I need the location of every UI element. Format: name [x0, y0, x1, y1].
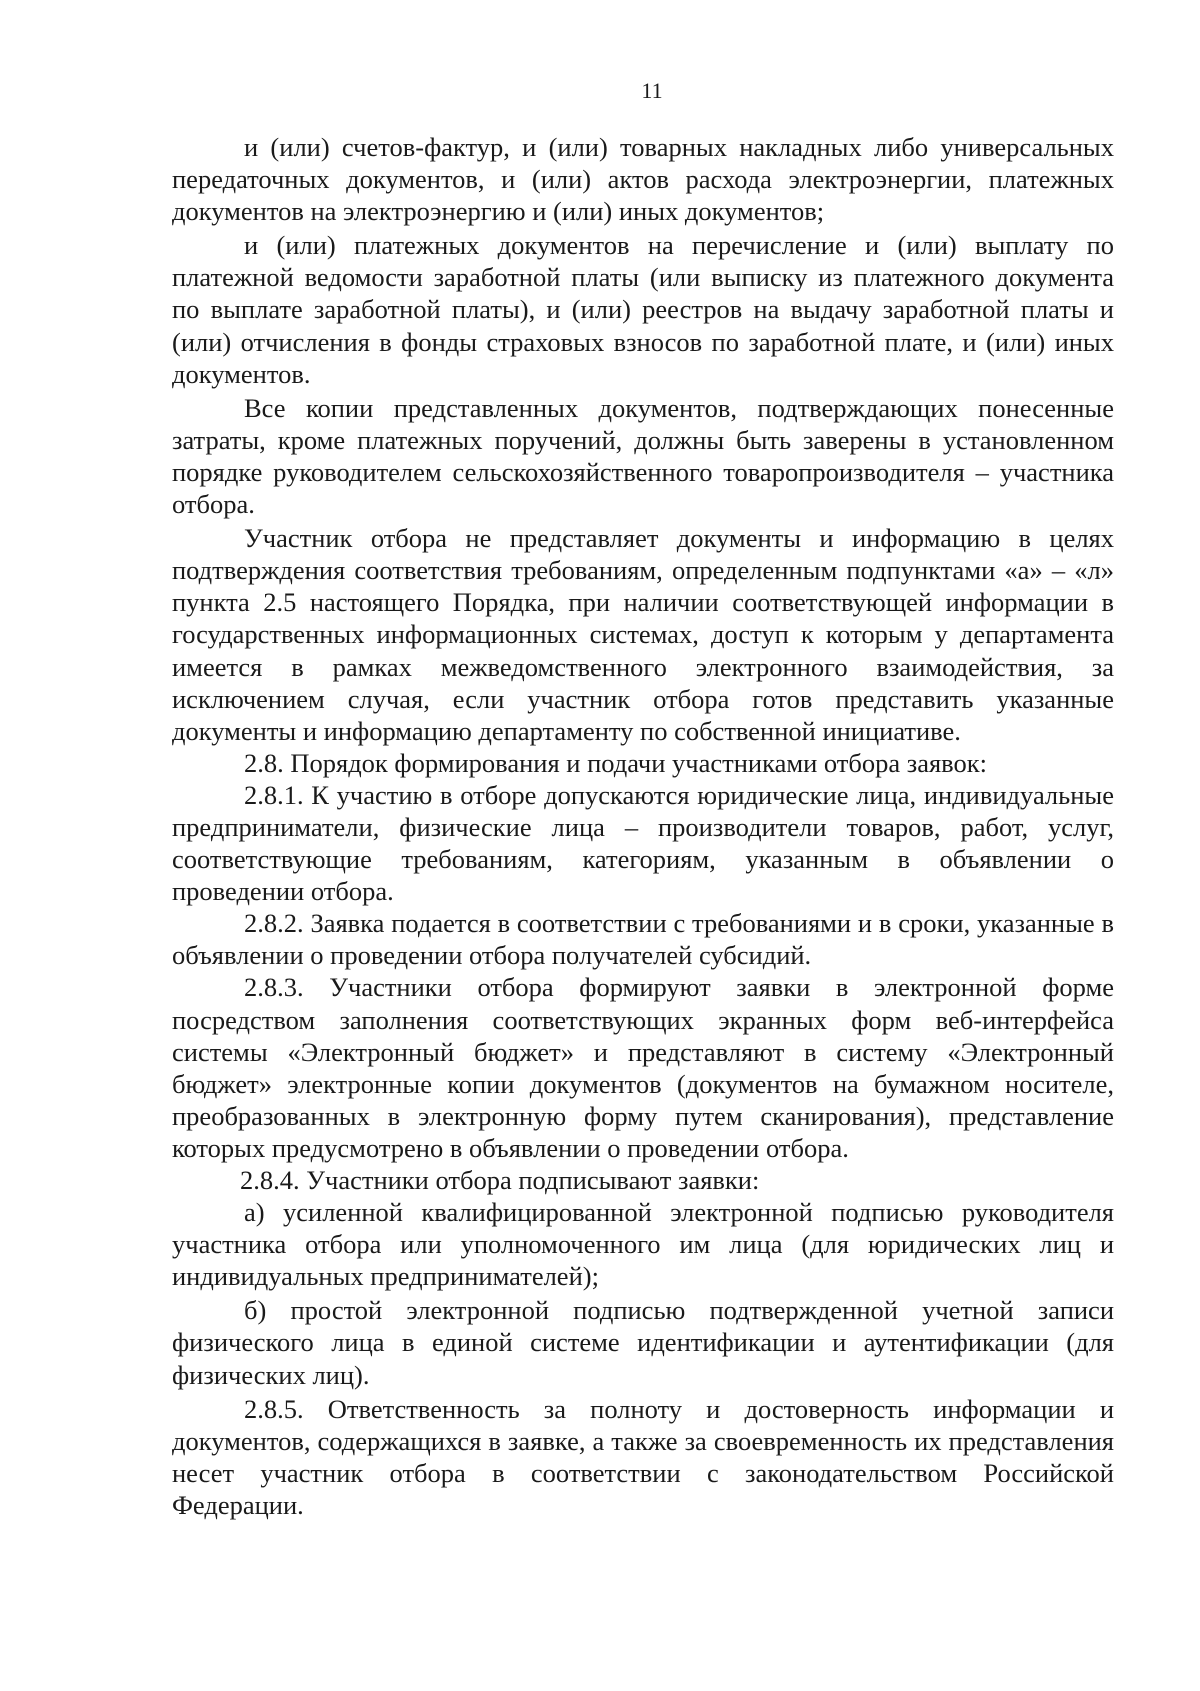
paragraph-2-8-1: 2.8.1. К участию в отборе допускаются юридические лица, индивидуальные предприниматели, физические лица – производители товаров, работ, услуг, соответствующие требованиям, категориям, указанным в объявлении о проведении отбора.: [172, 779, 1114, 907]
document-body: [172, 131, 1114, 1521]
paragraph-2-8-5: 2.8.5. Ответственность за полноту и достоверность информации и документов, содержащихся в заявке, а также за своевременность их представления несет участник отбора в соответствии с законодательством Российской Федерации.: [172, 1393, 1114, 1520]
page-number: 11: [641, 78, 663, 103]
paragraph-2-8-4: 2.8.4. Участники отбора подписывают заявки:: [240, 1165, 760, 1195]
paragraph: и (или) платежных документов на перечисление и (или) выплату по платежной ведомости заработной платы (или выписку из платежного документа по выплате заработной платы), и (или) реестров на выдачу заработной платы и (или) отчисления в фонды страховых взносов по заработной плате, и (или) иных документов.: [172, 230, 1114, 389]
paragraph: Все копии представленных документов, подтверждающих понесенные затраты, кроме платежных поручений, должны быть заверены в установленном порядке руководителем сельскохозяйственного товаропроизводителя – участника отбора.: [172, 392, 1114, 520]
list-item-b: б) простой электронной подписью подтвержденной учетной записи физического лица в единой системе идентификации и аутентификации (для физических лиц).: [172, 1295, 1114, 1390]
paragraph: Участник отбора не представляет документы и информацию в целях подтверждения соответствия требованиям, определенным подпунктами «а» – «л» пункта 2.5 настоящего Порядка, при наличии соответствующей информации в государственных информационных системах, доступ к которым у департамента имеется в рамках межведомственного электронного взаимодействия, за исключением случая, если участник отбора готов представить указанные документы и информацию департаменту по собственной инициативе.: [172, 523, 1114, 746]
section-heading-2-8: 2.8. Порядок формирования и подачи участниками отбора заявок:: [244, 747, 987, 778]
paragraph-2-8-3: 2.8.3. Участники отбора формируют заявки в электронной форме посредством заполнения соответствующих экранных форм веб-интерфейса системы «Электронный бюджет» и представляют в систему «Электронный бюджет» электронные копии документов (документов на бумажном носителе, преобразованных в электронную форму путем сканирования), представление которых предусмотрено в объявлении о проведении отбора.: [172, 972, 1114, 1163]
paragraph: и (или) счетов-фактур, и (или) товарных накладных либо универсальных передаточных документов, и (или) актов расхода электроэнергии, платежных документов на электроэнергию и (или) иных документов;: [172, 132, 1114, 227]
paragraph-2-8-2: 2.8.2. Заявка подается в соответствии с требованиями и в сроки, указанные в объявлении о проведении отбора получателей субсидий.: [172, 908, 1114, 971]
list-item-a: а) усиленной квалифицированной электронной подписью руководителя участника отбора или уполномоченного им лица (для юридических лиц и индивидуальных предпринимателей);: [172, 1197, 1114, 1292]
